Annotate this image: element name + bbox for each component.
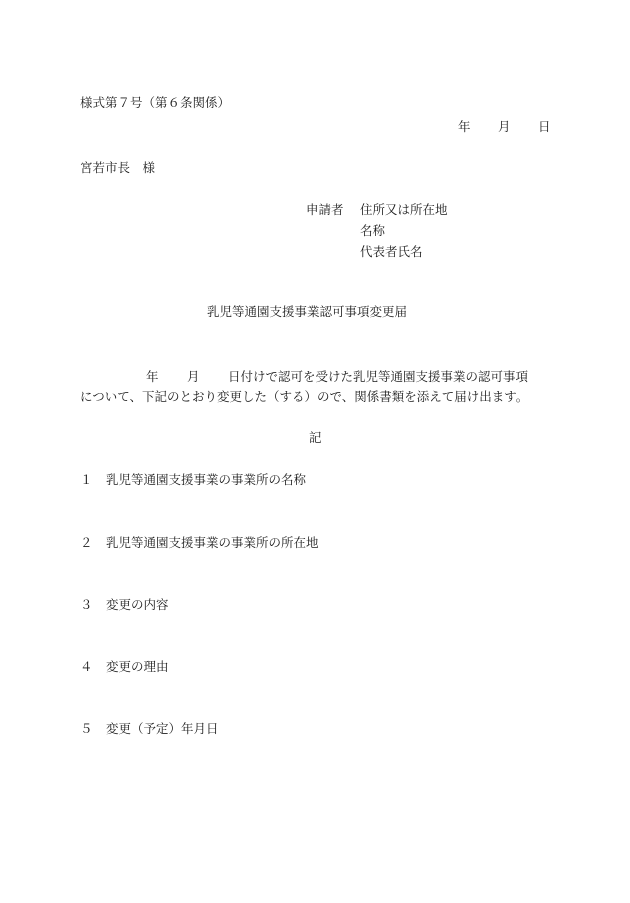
item-number: ２ xyxy=(80,535,93,550)
applicant-fields xyxy=(360,202,448,265)
body-year-label: 年 xyxy=(146,369,159,384)
applicant-label: 申請者 xyxy=(306,202,344,217)
document-title: 乳児等通園支援事業認可事項変更届 xyxy=(207,304,408,319)
item-label: 乳児等通園支援事業の事業所の名称 xyxy=(106,472,307,487)
applicant-name-label: 名称 xyxy=(360,223,386,238)
item-label: 変更（予定）年月日 xyxy=(106,721,219,736)
list-item xyxy=(80,659,169,675)
list-item xyxy=(80,535,319,551)
applicant-address-label: 住所又は所在地 xyxy=(360,202,448,217)
item-number: ３ xyxy=(80,597,93,612)
date-year-label: 年 xyxy=(458,119,471,134)
item-number: １ xyxy=(80,472,93,487)
date-month-label: 月 xyxy=(498,119,511,134)
date-day-label: 日 xyxy=(538,119,551,134)
item-number: ４ xyxy=(80,659,93,674)
body-text-rest: 日付けで認可を受けた乳児等通園支援事業の認可事項 xyxy=(228,369,529,384)
body-month-label: 月 xyxy=(187,369,200,384)
ki-heading: 記 xyxy=(309,430,322,445)
item-label: 変更の理由 xyxy=(106,659,169,674)
item-label: 乳児等通園支援事業の事業所の所在地 xyxy=(106,535,319,550)
item-number: ５ xyxy=(80,721,93,736)
form-number: 様式第７号（第６条関係） xyxy=(80,95,231,110)
item-label: 変更の内容 xyxy=(106,597,169,612)
addressee: 宮若市長 様 xyxy=(80,160,156,175)
list-item xyxy=(80,472,306,488)
applicant-representative-label: 代表者氏名 xyxy=(360,244,423,259)
list-item xyxy=(80,721,219,737)
list-item xyxy=(80,597,169,613)
body-line-2: について、下記のとおり変更した（する）ので、関係書類を添えて届け出ます。 xyxy=(80,389,529,404)
